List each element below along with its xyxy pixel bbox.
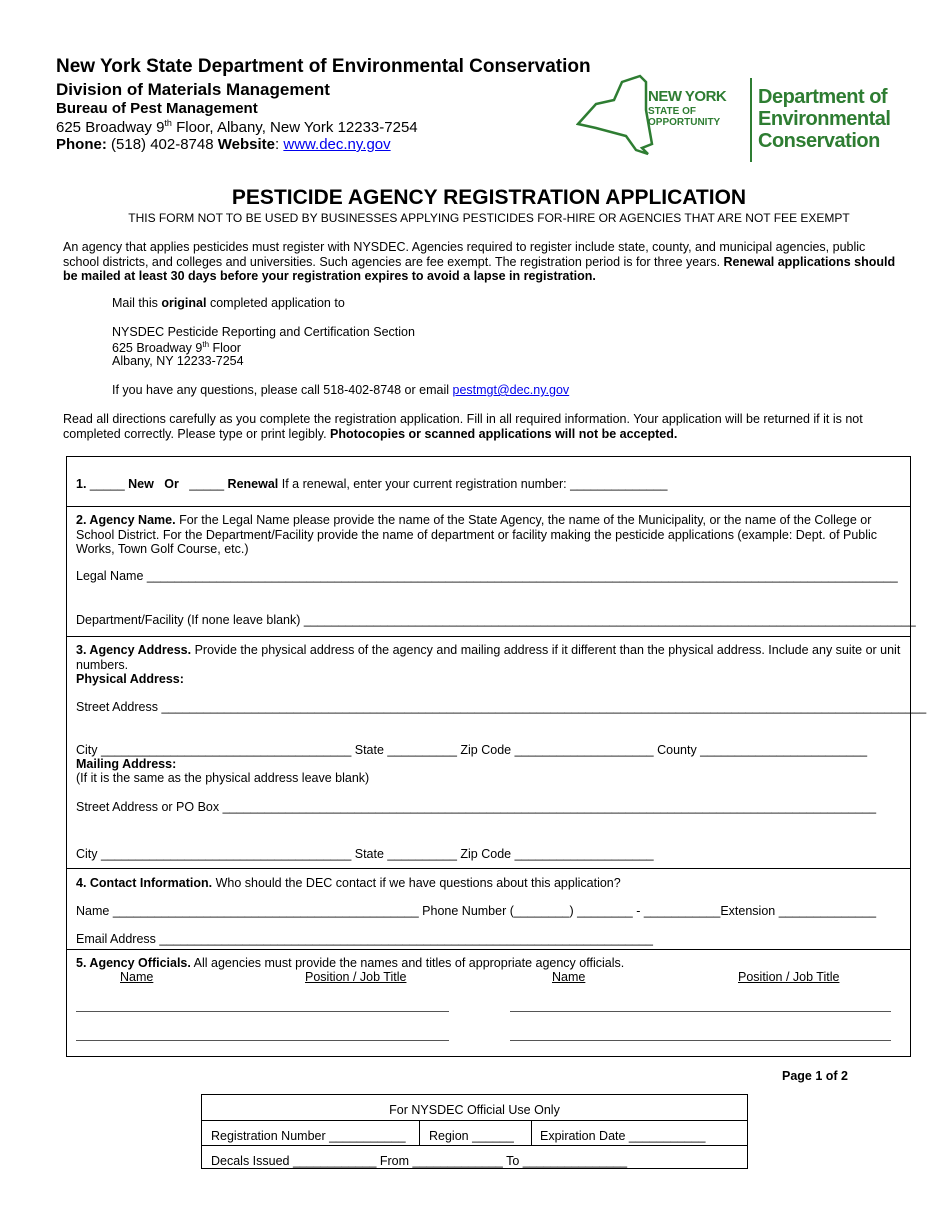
expiration-date-field[interactable]: Expiration Date ___________: [540, 1129, 706, 1143]
official-entry-line[interactable]: [510, 1011, 891, 1012]
section-divider: [66, 506, 911, 507]
questions-line: If you have any questions, please call 518-402-8748 or email pestmgt@dec.ny.gov: [112, 383, 570, 397]
directions-paragraph: Read all directions carefully as you complete the registration application. Fill in all required information. Your application will be returned if it is not completed correctly. Please type or print legibly. Photocopies or scanned applications will not be accepted.: [63, 412, 863, 441]
official-entry-line[interactable]: [76, 1040, 449, 1041]
bureau-name: Bureau of Pest Management: [56, 100, 258, 117]
department-facility-field[interactable]: Department/Facility (If none leave blank) ________________________________________________________________________________________: [76, 613, 916, 627]
mail-address-line2: 625 Broadway 9th Floor: [112, 340, 241, 356]
mail-address-line1: NYSDEC Pesticide Reporting and Certification Section: [112, 325, 415, 339]
section-5-agency-officials: 5. Agency Officials. All agencies must provide the names and titles of appropriate agency officials.: [76, 956, 625, 970]
official-entry-line[interactable]: [76, 1011, 449, 1012]
nys-dec-logo: [576, 74, 906, 164]
section-divider: [66, 868, 911, 869]
official-entry-line[interactable]: [510, 1040, 891, 1041]
contact-name-phone-field[interactable]: Name ____________________________________________ Phone Number (________) ________ - ___________Extension ______________: [76, 904, 877, 918]
section-divider: [66, 949, 911, 950]
section-3-agency-address: 3. Agency Address. Provide the physical address of the agency and mailing address if it different than the physical address. Include any suite or unit numbers.: [76, 643, 901, 672]
section-4-contact-info: 4. Contact Information. Who should the DEC contact if we have questions about this application?: [76, 876, 621, 890]
officials-title-header: Position / Job Title: [738, 970, 840, 984]
department-name: New York State Department of Environmental Conservation: [56, 56, 591, 77]
contact-line: Phone: (518) 402-8748 Website: www.dec.ny.gov: [56, 136, 391, 153]
form-subtitle: THIS FORM NOT TO BE USED BY BUSINESSES APPLYING PESTICIDES FOR-HIRE OR AGENCIES THAT ARE NOT FEE EXEMPT: [128, 211, 850, 225]
official-use-box: [201, 1094, 748, 1169]
region-field[interactable]: Region ______: [429, 1129, 514, 1143]
form-title: PESTICIDE AGENCY REGISTRATION APPLICATION: [231, 186, 747, 209]
contact-email-field[interactable]: Email Address _______________________________________________________________________: [76, 932, 653, 946]
page-number: Page 1 of 2: [782, 1069, 848, 1083]
registration-number-field[interactable]: Registration Number ___________: [211, 1129, 406, 1143]
city-state-zip-county-field[interactable]: City ____________________________________ State __________ Zip Code ____________________ County ________________________: [76, 743, 868, 757]
mailing-address-heading: Mailing Address:: [76, 757, 177, 771]
officials-title-header: Position / Job Title: [305, 970, 407, 984]
official-use-header: For NYSDEC Official Use Only: [389, 1103, 560, 1117]
ny-logo-line2: STATE OF: [648, 106, 696, 117]
ny-logo-line3: OPPORTUNITY: [648, 117, 721, 128]
street-po-box-field[interactable]: Street Address or PO Box ______________________________________________________________________________________________: [76, 800, 877, 814]
intro-paragraph: An agency that applies pesticides must register with NYSDEC. Agencies required to register include state, county, and municipal agencies, public school districts, and colleges and universities. Such agencies are fee exempt. The registration period is for three years. Renewal applications should be mailed at least 30 days before your registration expires to avoid a lapse in registration.: [63, 240, 896, 283]
section-2-agency-name: 2. Agency Name. For the Legal Name please provide the name of the State Agency, the name of the Municipality, or the name of the College or School District. For the Department/Facility provide the name of department or facility making the pesticide applications (example: Dept. of Public Works, Town Golf Course, etc.): [76, 513, 878, 556]
street-address-field[interactable]: Street Address ______________________________________________________________________________________________________________: [76, 700, 927, 714]
mail-instruction: Mail this original completed application to: [112, 296, 345, 310]
dec-logo-text: Department of Environmental Conservation: [758, 86, 891, 152]
officials-name-header: Name: [120, 970, 154, 984]
ny-logo-line1: NEW YORK: [648, 88, 727, 105]
mailing-address-note: (If it is the same as the physical address leave blank): [76, 771, 370, 785]
section-1-registration-type[interactable]: 1. _____ New Or _____ Renewal If a renewal, enter your current registration number: ______________: [76, 477, 668, 491]
decals-issued-field[interactable]: Decals Issued ____________ From _____________ To _______________: [211, 1154, 628, 1168]
email-link[interactable]: pestmgt@dec.ny.gov: [452, 383, 570, 397]
mail-address-line3: Albany, NY 12233-7254: [112, 354, 244, 368]
physical-address-heading: Physical Address:: [76, 672, 184, 686]
mailing-city-state-zip-field[interactable]: City ____________________________________ State __________ Zip Code ____________________: [76, 847, 654, 861]
website-link[interactable]: www.dec.ny.gov: [283, 136, 391, 153]
legal-name-field[interactable]: Legal Name ____________________________________________________________________________________________________________: [76, 569, 898, 583]
section-divider: [66, 636, 911, 637]
mailing-address: 625 Broadway 9th Floor, Albany, New York 12233-7254: [56, 118, 418, 136]
division-name: Division of Materials Management: [56, 80, 330, 99]
officials-name-header: Name: [552, 970, 586, 984]
